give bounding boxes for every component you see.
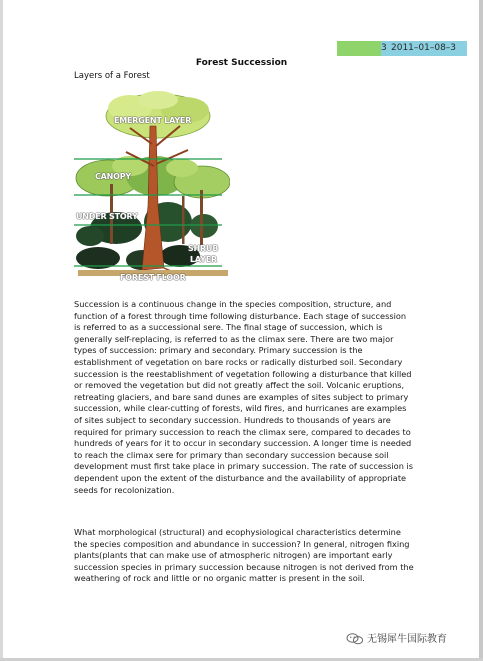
page-edge-right (479, 0, 483, 661)
label-emergent-layer: EMERGENT LAYER (114, 116, 192, 125)
watermark (346, 633, 447, 647)
label-shrub: SHRUB (188, 244, 219, 253)
paragraph-2: What morphological (structural) and ecophysiological characteristics determine the species composition and abundance in succession? In general, nitrogen fixing plants(plants that can make use of atmospheric nitrogen) are important early succession species in primary succession because nitrogen is not derived from the weathering of rock and little or no organic matter is present in the soil. (74, 527, 414, 584)
watermark-text: 无锡犀牛国际教育 (367, 634, 447, 645)
page-edge-left (0, 0, 3, 661)
label-layer: LAYER (190, 255, 217, 264)
label-canopy: CANOPY (95, 172, 132, 181)
label-forest-floor: FOREST FLOOR (120, 273, 186, 282)
paragraph-1: Succession is a continuous change in the species composition, structure, and function of a forest through time following disturbance. Each stage of succession is referred to as a successional sere. The final stage of succession, which is generally self-replacing, is referred to as the climax sere. There are two major types of succession: primary and secondary. Primary succession is the establishment of vegetation on bare rocks or radically disturbed soil. Secondary succession is the reestablishment of vegetation following a disturbance that killed or removed the vegetation but did not greatly affect the soil. Volcanic eruptions, retreating glaciers, and bare sand dunes are examples of sites subject to primary succession, while clear-cutting of forests, wild fires, and hurricanes are examples of sites subject to secondary succession. Hundreds to thousands of years are required for primary succession to reach the climax sere, compared to decades to hundreds of years for it to occur in secondary succession. A longer time is needed to reach the climax sere for primary than secondary succession because soil development must first take place in primary succession. The rate of succession is dependent upon the extent of the disturbance and the availability of appropriate seeds for recolonization. (74, 299, 414, 495)
forest-layers-figure (70, 86, 230, 286)
label-under-story: UNDER STORY (76, 212, 138, 221)
document-title: Forest Succession (195, 58, 288, 68)
wechat-icon (346, 633, 364, 645)
header-tag (337, 41, 467, 56)
document-subtitle: Layers of a Forest (74, 71, 150, 81)
header-number: 3 (381, 43, 387, 53)
header-date: 2011–01–08–3 (391, 43, 457, 53)
